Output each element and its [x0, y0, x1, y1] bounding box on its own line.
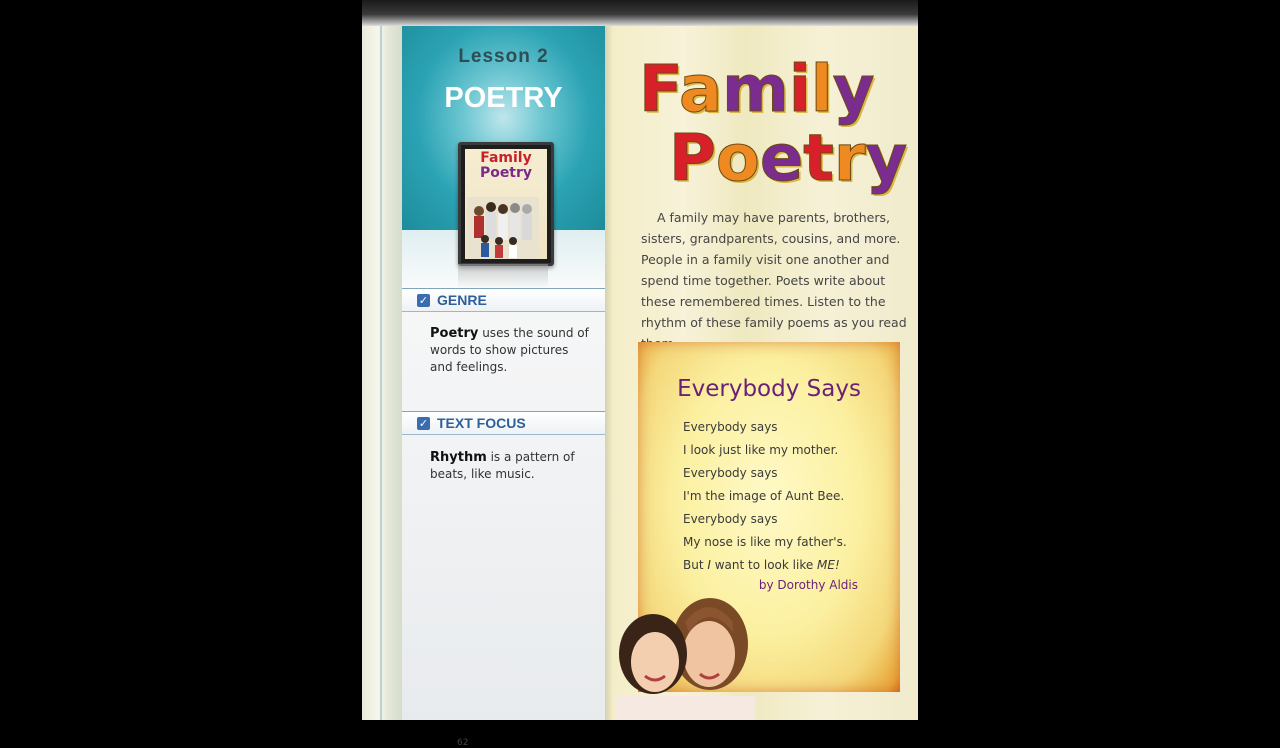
poem-title: Everybody Says [677, 376, 861, 402]
title-letter: t [803, 122, 834, 196]
title-letter: o [715, 122, 760, 196]
title-letter: m [722, 53, 789, 127]
poem-line: I look just like my mother. [683, 443, 839, 457]
book-cover-title-line1: Family [480, 150, 532, 166]
genre-term: Poetry [430, 326, 479, 341]
text-focus-term: Rhythm [430, 450, 487, 465]
title-letter: P [669, 122, 716, 196]
checkbox-icon: ✓ [418, 417, 429, 430]
mother-daughter-photo [605, 592, 765, 720]
book-cover-title-line2: Poetry [479, 165, 533, 181]
textbook-page [362, 0, 918, 748]
title-letter: F [639, 53, 679, 127]
title-poetry [669, 122, 908, 196]
intro-paragraph: A family may have parents, brothers, sisters, grandparents, cousins, and more. People in a family visit one another and spend time together. Poets write about these remembered times. Listen to the rhythm of these family poems as you read [641, 210, 907, 330]
title-letter: y [832, 53, 875, 127]
main-content [605, 26, 918, 720]
spine-line [380, 26, 382, 720]
title-letter: r [833, 122, 866, 196]
book-cover-title [465, 151, 547, 181]
page-top-edge [362, 0, 918, 26]
poem-last-line [683, 554, 847, 577]
text-focus-description [430, 449, 590, 483]
poem-line: Everybody says [683, 512, 778, 526]
text-focus-section-header [402, 411, 605, 435]
book-cover [458, 142, 554, 266]
lesson-label: Lesson 2 [458, 46, 549, 67]
title-letter: a [678, 53, 723, 127]
page-spine [362, 26, 402, 720]
family-photo-icon [467, 197, 539, 259]
title-letter: i [788, 53, 811, 127]
poem-line: Everybody says [683, 420, 778, 434]
poem-body [683, 416, 847, 577]
title-letter: e [759, 122, 804, 196]
checkbox-icon: ✓ [418, 294, 429, 307]
genre-heading: POETRY [444, 82, 563, 114]
genre-label: GENRE [437, 292, 487, 308]
poem-author: by Dorothy Aldis [758, 578, 858, 592]
genre-text: uses the sound of words to show pictures and feelings. [430, 326, 589, 374]
title-letter: l [810, 53, 833, 127]
text-focus-label: TEXT FOCUS [437, 415, 526, 431]
poem-last-i: I [707, 558, 711, 572]
book-reflection [458, 264, 548, 288]
poem-last-mid: want to look like [710, 558, 818, 572]
lesson-sidebar [402, 26, 605, 748]
poem-line: My nose is like my father's. [683, 535, 847, 549]
poem-last-start: But [683, 558, 708, 572]
text-focus-text: is a pattern of beats, like music. [430, 450, 575, 481]
poem-line: I'm the image of Aunt Bee. [683, 489, 845, 503]
title-family [639, 53, 875, 127]
page-number: 62 [457, 738, 469, 748]
genre-description [430, 325, 590, 376]
poem-line: Everybody says [683, 466, 778, 480]
poem-last-end: ME! [817, 558, 840, 572]
genre-section-header [402, 288, 605, 312]
title-letter: y [865, 122, 908, 196]
